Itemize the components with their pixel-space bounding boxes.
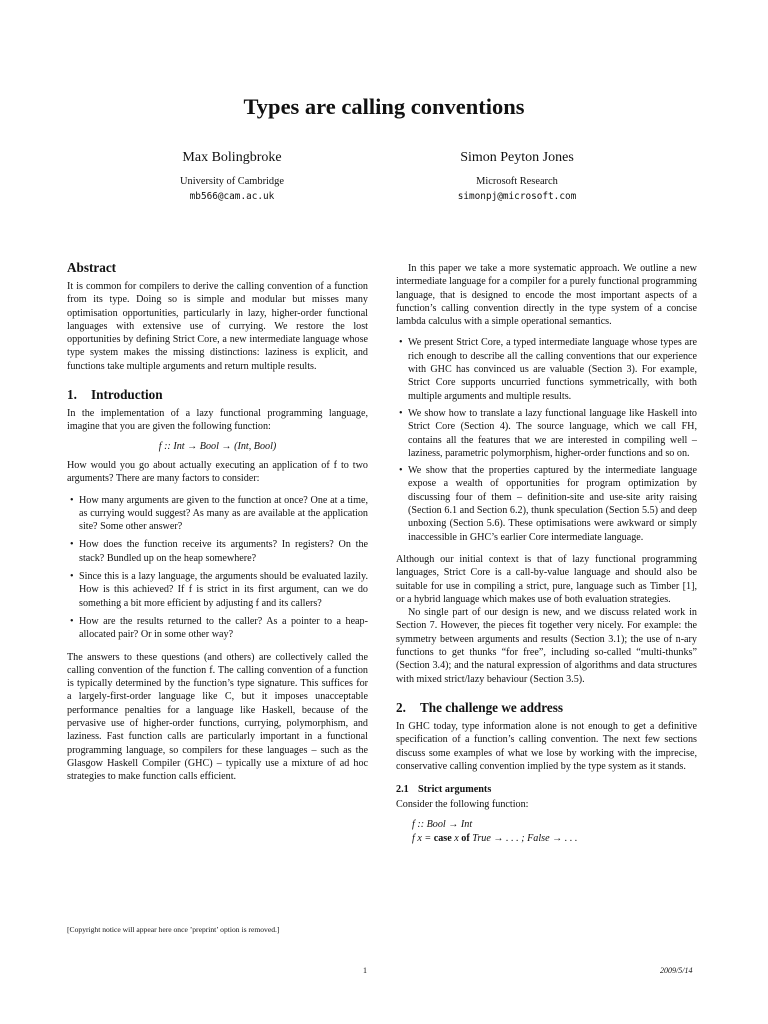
subsection-number: 2.1	[396, 784, 409, 796]
intro-question-list	[67, 494, 368, 642]
author-name: Simon Peyton Jones	[460, 150, 574, 165]
code-keyword: of	[461, 832, 470, 844]
right-paragraph-1: In this paper we take a more systematic approach. We outline a new intermediate language for a compiler for a purely functional programming language, that is designed to encode the most important aspects of a function’s calling convention directly in the type system of a concise lambda calculus with a simple operational semantics.	[396, 263, 697, 328]
list-item: • We show how to translate a lazy functional language like Haskell into Strict Core (Section 4). The source language, which we call FH, contains all the features that we are interested in compiling well – laziness, parametric polymorphism, higher-order functions and so on.	[396, 407, 697, 460]
contribution-list	[396, 336, 697, 543]
section-title: Introduction	[91, 387, 163, 403]
list-item: • How does the function receive its arguments? In registers? On the stack? Bundled up on the heap somewhere?	[67, 538, 368, 565]
right-paragraph-2: Although our initial context is that of lazy functional programming languages, Strict Core is a call-by-value language and should also be suitable for use in compiling a strict, pure, language such as Timber [1], or a hybrid language which makes use of both evaluation strategies.	[396, 553, 697, 605]
right-paragraph-3: No single part of our design is new, and we discuss related work in Section 7. However, the pieces fit together very nicely. For example: the symmetry between arguments and results (Section 3.1); the use of n-ary functions to get thunks “for free”, including so-called “multi-thunks” (Section 3.4); and the natural expression of algorithms and data structures with mixed strict/lazy behaviour (Section 3.5).	[396, 607, 697, 685]
code-block	[396, 818, 697, 845]
copyright-notice: [Copyright notice will appear here once ’preprint’ option is removed.]	[67, 925, 280, 934]
intro-paragraph-1: In the implementation of a lazy functional programming language, imagine that you are given the following function:	[67, 408, 368, 433]
list-item: • We show that the properties captured by the intermediate language expose a wealth of opportunities for program optimization by discussing four of them – definition-site and use-site arity raising (Section 6.1 and Section 6.2), thunk speculation (Section 5.5) and deep unboxing (Section 5.6). These optimisations were awkward or simply inaccessible in GHC’s earlier Core intermediate language.	[396, 464, 697, 544]
right-column	[396, 262, 697, 845]
paper-title: Types are calling conventions	[243, 94, 525, 119]
author-affiliation: University of Cambridge	[180, 176, 284, 187]
author-block	[402, 149, 632, 204]
paper-date: 2009/5/14	[660, 966, 693, 975]
author-email: simonpj@microsoft.com	[457, 191, 577, 202]
section-heading-challenge	[396, 699, 697, 717]
code-line	[412, 832, 697, 845]
section-title: The challenge we address	[420, 699, 563, 715]
list-item: • How are the results returned to the caller? As a pointer to a heap-allocated pair? Or in some other way?	[67, 615, 368, 642]
author-affiliation: Microsoft Research	[476, 176, 558, 187]
list-item: • Since this is a lazy language, the arguments should be evaluated lazily. How is this achieved? If f is strict in its first argument, can we do something a bit more efficient by adjusting f and its callers?	[67, 570, 368, 610]
subsection-paragraph: Consider the following function:	[396, 799, 529, 811]
left-column	[67, 259, 368, 784]
code-line: f :: Bool → Int	[412, 819, 473, 831]
challenge-paragraph-1: In GHC today, type information alone is not enough to get a definitive specification of a function’s calling convention. The next few sections discuss some examples of what we lose by working with the imprecise, conservative calling convention implied by the type system as it stands.	[396, 720, 697, 772]
intro-paragraph-2: How would you go about actually executing an application of f to two arguments? There are many factors to consider:	[67, 459, 368, 485]
author-name: Max Bolingbroke	[182, 150, 282, 165]
page-number: 1	[363, 966, 367, 975]
code-text: x	[451, 832, 462, 844]
abstract-text: It is common for compilers to derive the calling convention of a function from its type. Doing so is simple and modular but misses many optimisation opportunities, particularly in lazy, higher-order functional languages with extensive use of currying. We restore the lost opportunities by defining Strict Core, a new intermediate language whose type system makes the missing distinctions: laziness is explicit, and functions take multiple arguments and return multiple results.	[67, 281, 368, 372]
author-email: mb566@cam.ac.uk	[189, 191, 275, 202]
list-item: • We present Strict Core, a typed intermediate language whose types are rich enough to describe all the calling conventions that our experience with GHC has convinced us are valuable (Section 3). For example, Strict Core supports uncurried functions symmetrically, with both multiple arguments and multiple results.	[396, 336, 697, 402]
author-block	[117, 149, 347, 204]
subsection-heading	[396, 783, 697, 797]
section-number: 1.	[67, 387, 77, 403]
list-item: • How many arguments are given to the function at once? One at a time, as currying would suggest? As many as are available at the application site? Some other answer?	[67, 494, 368, 534]
code-text: f x =	[412, 832, 434, 844]
section-heading-introduction	[67, 386, 368, 404]
code-text: True → . . . ; False → . . .	[469, 832, 578, 844]
intro-formula: f :: Int → Bool → (Int, Bool)	[158, 440, 277, 452]
section-number: 2.	[396, 699, 406, 715]
abstract-heading: Abstract	[67, 260, 117, 275]
code-keyword: case	[433, 832, 452, 844]
intro-paragraph-3: The answers to these questions (and others) are collectively called the calling convention of the function f. The calling convention of a function is typically determined by the function’s type signature. This suffices for a largely-first-order language like C, but it imposes unacceptable performance penalties for a language like Haskell, because of the pervasive use of higher-order functions, currying, polymorphism, and laziness. Fast function calls are particularly important in a functional programming language, so compilers for these languages – such as the Glasgow Haskell Compiler (GHC) – typically use a mixture of ad hoc strategies to make function calls efficient.	[67, 651, 368, 783]
subsection-title: Strict arguments	[418, 784, 492, 796]
